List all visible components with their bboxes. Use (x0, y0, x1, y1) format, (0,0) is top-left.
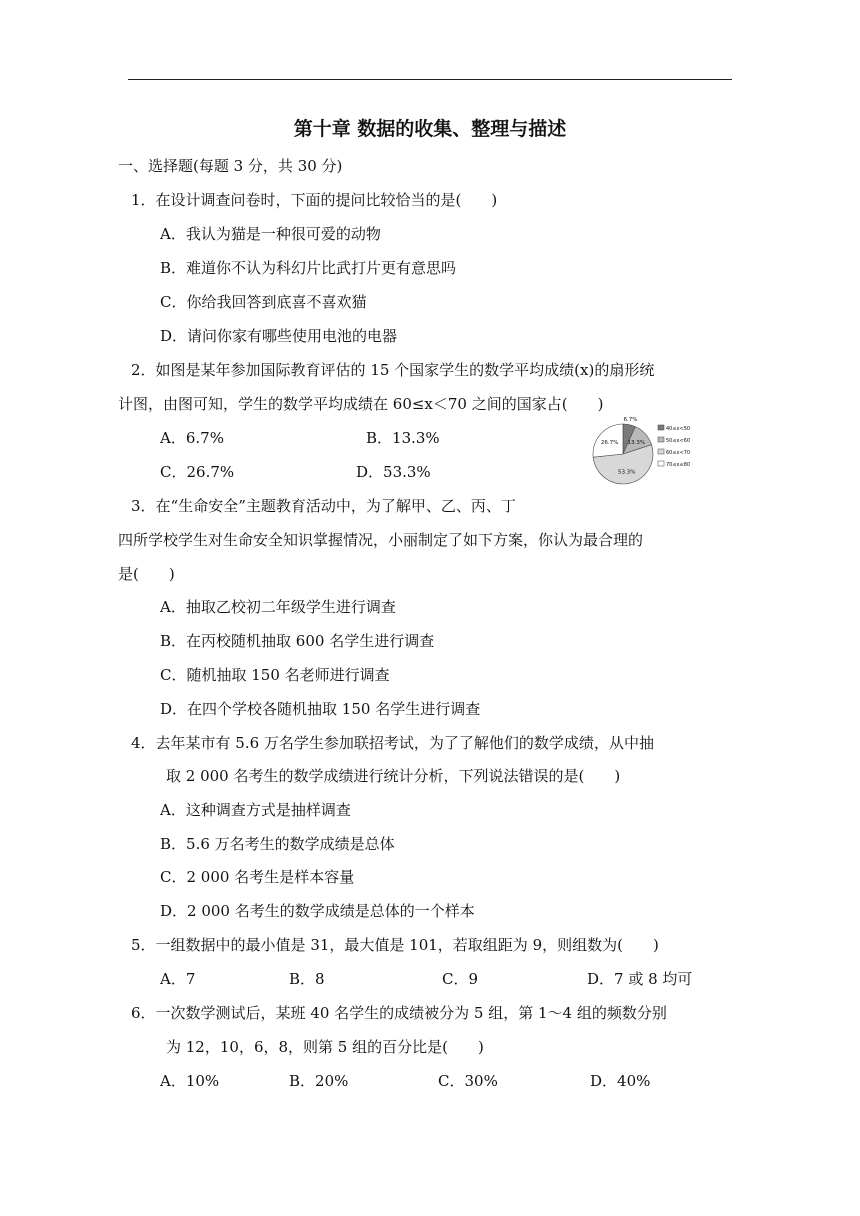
question-2-option-d: D．53.3% (356, 463, 431, 481)
question-5-option-b: B．8 (289, 970, 325, 988)
question-1-option-c: C．你给我回答到底喜不喜欢猫 (160, 293, 367, 311)
question-1-option-a: A．我认为猫是一种很可爱的动物 (160, 225, 381, 243)
section-heading: 一、选择题(每题 3 分，共 30 分) (118, 157, 343, 175)
top-rule (128, 79, 732, 80)
question-1-stem: 1．在设计调查问卷时，下面的提问比较恰当的是( ) (131, 191, 498, 209)
question-6-stem-line2: 为 12，10，6，8，则第 5 组的百分比是( ) (166, 1038, 484, 1056)
question-2-stem-line2: 计图，由图可知，学生的数学平均成绩在 60≤x＜70 之间的国家占( ) (118, 395, 604, 413)
pie-chart (590, 416, 702, 488)
question-5-stem: 5．一组数据中的最小值是 31，最大值是 101，若取组距为 9，则组数为( ) (131, 936, 659, 954)
question-3-option-c: C．随机抽取 150 名老师进行调查 (160, 666, 390, 684)
question-5-option-a: A．7 (160, 970, 196, 988)
pie-slice-label: 6.7% (623, 416, 638, 423)
legend-swatch (658, 449, 664, 454)
question-4-stem-line1: 4．去年某市有 5.6 万名学生参加联招考试，为了了解他们的数学成绩，从中抽 (131, 734, 654, 752)
question-1-option-d: D．请问你家有哪些使用电池的电器 (160, 327, 398, 345)
legend-label: 60≤x<70 (666, 450, 691, 456)
question-6-stem-line1: 6．一次数学测试后，某班 40 名学生的成绩被分为 5 组，第 1～4 组的频数分别 (131, 1004, 667, 1022)
pie-legend (658, 425, 690, 468)
question-4-option-a: A．这种调查方式是抽样调查 (160, 801, 351, 819)
pie-slice-label: 53.3% (618, 469, 636, 476)
question-3-stem-line3: 是( ) (118, 565, 175, 583)
question-3-stem-line1: 3．在“生命安全”主题教育活动中，为了解甲、乙、丙、丁 (131, 497, 516, 515)
legend-swatch (658, 425, 664, 430)
question-6-option-a: A．10% (160, 1072, 220, 1090)
question-3-option-d: D．在四个学校各随机抽取 150 名学生进行调查 (160, 700, 481, 718)
question-2-option-a: A．6.7% (160, 429, 224, 447)
question-3-option-a: A．抽取乙校初二年级学生进行调查 (160, 598, 396, 616)
question-3-option-b: B．在丙校随机抽取 600 名学生进行调查 (160, 632, 435, 650)
question-4-stem-line2: 取 2 000 名考生的数学成绩进行统计分析，下列说法错误的是( ) (166, 767, 621, 785)
question-4-option-b: B．5.6 万名考生的数学成绩是总体 (160, 835, 395, 853)
legend-swatch (658, 461, 664, 466)
question-3-stem-line2: 四所学校学生对生命安全知识掌握情况，小丽制定了如下方案，你认为最合理的 (118, 531, 644, 549)
pie-slice-label: 26.7% (600, 439, 619, 446)
legend-swatch (658, 437, 664, 442)
question-4-option-d: D．2 000 名考生的数学成绩是总体的一个样本 (160, 902, 475, 920)
legend-label: 40≤x<50 (666, 426, 691, 432)
page-title: 第十章 数据的收集、整理与描述 (293, 118, 567, 140)
legend-label: 70≤x≤80 (666, 462, 691, 468)
question-6-option-b: B．20% (289, 1072, 349, 1090)
question-6-option-d: D．40% (590, 1072, 651, 1090)
question-4-option-c: C．2 000 名考生是样本容量 (160, 868, 355, 886)
question-5-option-c: C．9 (442, 970, 479, 988)
question-2-stem-line1: 2．如图是某年参加国际教育评估的 15 个国家学生的数学平均成绩(x)的扇形统 (131, 361, 655, 379)
question-2-option-b: B．13.3% (366, 429, 440, 447)
pie-slice-label: 13.3% (627, 439, 646, 446)
question-1-option-b: B．难道你不认为科幻片比武打片更有意思吗 (160, 259, 457, 277)
question-6-option-c: C．30% (438, 1072, 498, 1090)
question-2-option-c: C．26.7% (160, 463, 235, 481)
legend-label: 50≤x<60 (666, 438, 691, 444)
question-5-option-d: D．7 或 8 均可 (587, 970, 693, 988)
